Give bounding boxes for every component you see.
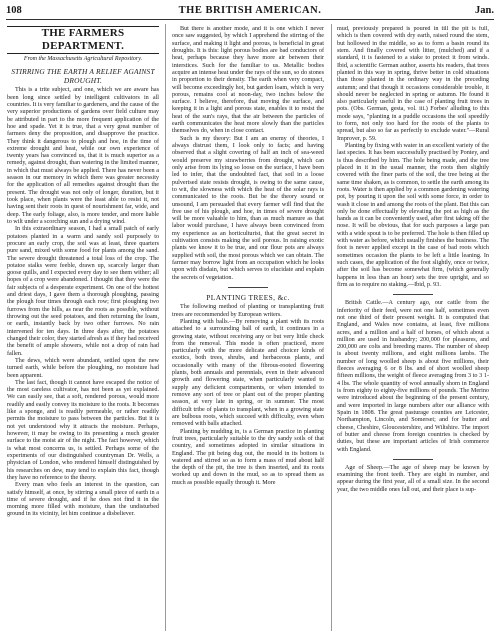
paragraph: British Cattle.—A century ago, our cattle from the inferiority of their feed, were not one half, sometimes even not one third of their present weight. It is computed that England, and Wales now contains, at least, five millions acres, and a million and a half of horses, of which about a million are used in husbandry; 200,000 for pleasures, and 200,000 are colts and breeding mares. The number of sheep is about twenty millions, and eight millions lambs. The number of long woolled sheep is about five millions, their fleeces averaging 6 or 8 lbs. and of short woolled sheep fifteen millions, the weight of fleece averaging from 3 to 3 1-4 lbs. The whole quantity of wool annually shorn in England is from eighty to eighty-five millions of pounds. The Merino were introduced about the beginning of the present century, and were imported in large numbers after our alliance with Spain in 1808. The great pasturage counties are Leicester, Northampton, Lincoln, and Somerset; and for butter and cheese, Cheshire, Gloucestershire, and Wiltshire. The import of butter and cheese from foreign countries is checked by duties, but these are important articles of Irish commerce with England. bbox=[337, 300, 489, 453]
section-divider bbox=[393, 459, 433, 460]
paragraph: The following method of planting or transplanting fruit trees are recommended by European writers. bbox=[172, 304, 324, 318]
column-rule-2 bbox=[331, 24, 332, 631]
column-rule-1 bbox=[165, 24, 166, 631]
running-header bbox=[6, 3, 494, 20]
column-3 bbox=[337, 26, 489, 630]
paragraph: mud, previously prepared is poured in till the pit is full, which is then covered with dry earth, raised round the stem, but hollowed in the middle, so as to form a basin round its stem. And finally covered with litter, (mulched) and if a standard, it is fastened to a stake to protect it from winds. Ibid, a scientific German author, asserts his readers, that trees planted in this way in spring, thrive better in cold situations than those planted in the ordinary way in the preceding autumn; and that though it occasions considerable trouble, it should never be neglected in spring or autumn. He found it also particularly useful in the case of planting fruit trees in pots. (Obs. German, gesta, vol. iii.) Forbes' alluding to this mode says, "planting in a puddle occasions the soil speedily to form, not only too hard for the roots of the plants to spread, but also so far as perfectly to exclude water."—Rural Improver, p. 59. bbox=[337, 26, 489, 142]
section-title: PLANTING TREES, &c. bbox=[206, 292, 290, 302]
article-title: STIRRING THE EARTH A RELIEF AGAINST DROUGHT. bbox=[11, 67, 155, 85]
section-divider bbox=[228, 287, 268, 288]
article-source: From the Massachusetts Agricultural Repository. bbox=[23, 56, 143, 62]
corner-mark: Jan. bbox=[475, 5, 494, 16]
paragraph: Planting by mudding in, is a German practice in planting fruit trees, particularly suitable to the dry sandy soils of that country, and sometimes adopted in similar situations in England. The pit being dug out, the mould in its bottom is watered and stirred so as to form a mass of mud about half the depth of the pit, the tree is then inserted, and its roots worked up and down in the mud, so as to spread them as much as possible equally through it. More bbox=[172, 428, 324, 486]
paragraph: Such is my theory: But I am an enemy of theories, I always distrust them, I look only to facts; and having observed that a slight covering of half an inch of sea-weed would preserve my strawberries from drought, which can only arise from its lying so loose on the surface, I have been led to infer, that the undoubted fact, that soil in a loose pulverised state resists drought, is owing to the same cause, to wit, the slowness with which the heat of the solar rays is communicated to the roots. But be the theory sound or unsound, I am persuaded that every farmer will find that the free use of his plough, and hoe, in times of severe drought will be more valuable to him, than as much manure as that labor would purchase, I have always been convinced from my experience as an horticulturist, that the great secret in cultivation consists making the soil porous. In raising exotic plants we know it to be true, and our flour pots are always supplied with soil, the most porous which we can obtain. The farmer may borrow light from an occupation which he looks upon with disdain, but which serves to elucidate and explain the secrets of vegetation. bbox=[172, 135, 324, 281]
paragraph: Every man who feels an interest in the question, can satisfy himself, at once, by stirring a small piece of earth in a time of severe drought, and if he does not find it in the morning more filled with moisture, than the undisturbed ground in its vicinity, let him continue a disbeliever. bbox=[7, 482, 159, 518]
section-divider bbox=[393, 294, 433, 295]
paragraph: The dews, which were abundant, settled upon the new turned earth, while before the ploughing, no moisture had been apparent. bbox=[7, 357, 159, 379]
column-2 bbox=[172, 26, 324, 630]
department-title: THE FARMERS DEPARTMENT. bbox=[7, 26, 159, 54]
paragraph: Age of Sheep.—The age of sheep may be known by examining the front teeth. They are eight in number, and appear during the first year, all of a small size. In the second year, the two middle ones fall out, and their place is sup- bbox=[337, 464, 489, 493]
paragraph: Planting with balls.—By removing a plant with its roots attached to a surrounding ball of earth, it continues in a growing state, without receiving any or but very little check from the removal. This mode is often practiced, more particularly with the more delicate and choicer kinds of exotics, both trees, shrubs, and herbaceous plants, and occasionally with many of the fibrous-rooted flowering plants, both annuals and perennials, even in their advanced growth and flowering state, when particularly wanted to supply any deficient compartments, or when intended to remove any sort of tree or plant out of the proper planting season, at very late in spring, or in summer. The most difficult tribe of plants to transplant, when in a growing state are bulbous roots, which succeed with difficulty, even when removed with balls attached. bbox=[172, 318, 324, 428]
paragraph: This is a trite subject, and one, which we are aware has been long since settled by intelligent cultivators in all countries. It is very familiar to gardeners, and the cause of the very superior productions of gardens over field culture may be attributed in part to the more frequent application of the hoe and spade. Yet it is true, that a very great number of farmers deny the proposition, and disapprove the practice. They think it dangerous to plough and hoe, in the time of extreme drought and heat, while our own experience of twenty years has convinced us, that it is much superior as a remedy, against drought, than watering in the limited manner, in which that must always be applied. There has never been a season in our memory in which there was greater necessity for the application of all remedies against drought than the present. The drought was not only of longer, duration, but it took place, when plants were the least able to resist it, not having sent their roots in quest of nourishment far, wide, and deep. The early foliage, also, is more tender, and more liable to wilt under a scorching sun and a drying wind. bbox=[7, 87, 159, 225]
running-title: THE BRITISH AMERICAN. bbox=[178, 5, 322, 16]
paragraph: But there is another mode, and it is one which I never once saw suggested, by which I apprehend the stirring of the surface, and making it light and porous, is beneficial in great droughts. It is this: light porous bodies are bad conductors of heat, perhaps because they have more air between their interstices. Such for the familiar to us. Metallic bodies acquire an intense heat under the rays of the sun, so do stones in proportion to their density. The earth when very compact, will become exceedingly hot, but garden loam, which is very porous, remains cool at noon-day, two inches below the surface. I believe, therefore, that moving the surface, and keeping it in a light and porous state, enables it to resist the heat of the sun's rays, that the air between the particles of earth communicates the heat more slowly than the particles themselves do, when in close contact. bbox=[172, 26, 324, 135]
column-1 bbox=[7, 26, 159, 630]
page-number: 108 bbox=[6, 5, 22, 16]
paragraph: The last fact, though it cannot have escaped the notice of the most careless cultivator, has not been as yet explained. We can easily see, that a soft, rendered porous, would more readily and easily convey its moisture to the roots. It becomes like a sponge, and is readily permeable, or rather readily permits the moisture to pass between the particles. But it is not yet understood why it attracts the moisture. Perhaps, however, it may be owing to its presenting a much greater surface to the moist air of the night. The fact however, which is what most concerns us, is settled. Perhaps some of the experiments of our distinguished countryman Dr. Wells, a physician of London, who rendered himself distinguished by his researches on dew, may tend to explain this fact, though they have no reference to the theory. bbox=[7, 379, 159, 481]
paragraph: In this extraordinary season, I had a small patch of early potatoes planted in a warm and sandy soil purposely to procure an early crop, the soil was at least, three quarters pure sand, mixed with some food for plants among the sand. The severe drought threatened a total loss of the crop. The potatoe stalks were feeble, drawn up, scarcely larger than goose quills, and I expected every day to see them wither; all hopes of a crop were abandoned. I thought that they were the fair subjects of a desperate experiment. On one of the hottest and driest days, I gave them a thorough ploughing, passing the plough four times through each row; first ploughing two furrows from the hills, as near the roots as possible, without throwing out the seed potatoes, and then returning the loam, or earth, instantly back by two other furrows. No rain intervened for ten days. In three days after, the potatoes changed their color, they started afresh as if they had received the benefit of ample showers, while not a drop of rain had fallen. bbox=[7, 226, 159, 357]
paragraph: Planting by fixing with water in an excellent variety of the last species. It has been successfully practised by Pontey, and is thus described by him. The hole being made, and the tree placed in it in the usual manner, the roots then slightly covered with the finer parts of the soil, the tree being at the same time shaken, as is common, to settle the earth among its roots. Water is then applied by a common gardening watering pot, by pouring it upon the soil with some force, in order to wash it close in and among the roots of the plant. But this can only be done effectually by elevating the pot as high as the hands as it can be conveniently used, after first taking off the nose. It will be obvious, that for such purposes a large pan with a wide spout is to be preferred. The hole is then filled up with water as before, which usually finishes the business. The foot is never applied except in the case of bad roots which sometimes occasion the plants to be left a little leaning. In such cases, the application of the foot slightly, once or twice, after the soil has become somewhat firm, (which generally happens in less than an hour) sets the tree upright, and so firm as to require no staking.—Ibid, p. 93. bbox=[337, 143, 489, 288]
